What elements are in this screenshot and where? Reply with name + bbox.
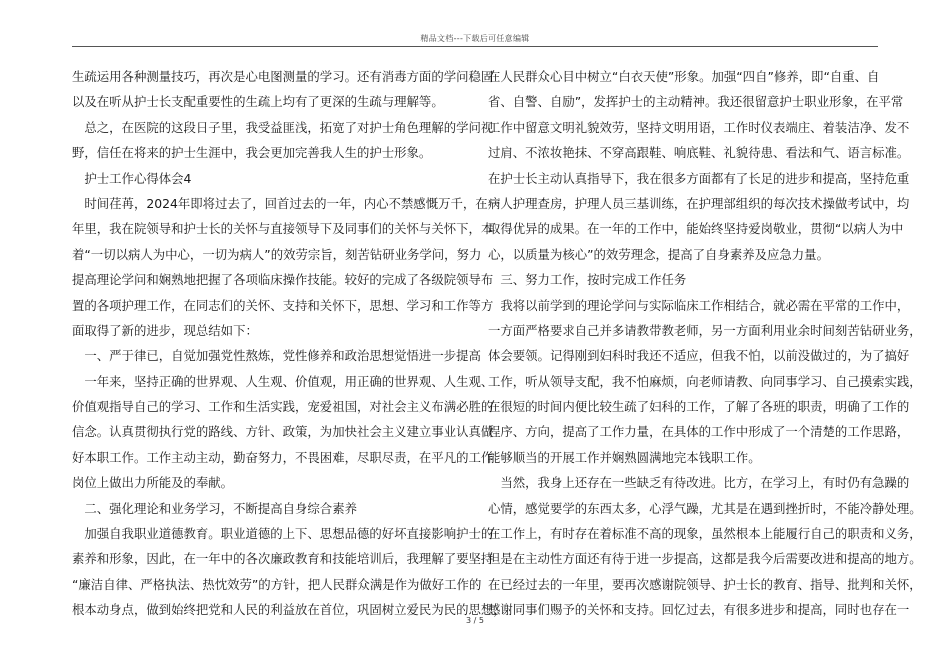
text-line: 置的各项护理工作，在同志们的关怀、支持和关怀下，思想、学习和工作等方 <box>72 297 494 313</box>
header-divider <box>72 46 878 47</box>
text-line: 心情，感觉要学的东西太多，心浮气躁，尤其是在遇到挫折时，不能冷静处理。 <box>488 500 922 516</box>
text-line: 岗位上做出力所能及的奉献。 <box>72 475 234 491</box>
text-line: 体会要领。记得刚到妇科时我还不适应，但我不怕，以前没做过的，为了搞好 <box>488 348 910 364</box>
text-line: 以及在听从护士长支配重要性的生疏上均有了更深的生疏与理解等。 <box>72 94 444 110</box>
text-line: 素养和形象，因此，在一年中的各次廉政教育和技能培训后，我理解了要坚持 <box>72 551 494 567</box>
text-line: 二、强化理论和业务学习，不断提高自身综合素养 <box>72 500 357 516</box>
text-line: 在护士长主动认真指导下，我在很多方面都有了长足的进步和提高，坚持危重 <box>488 170 910 186</box>
text-line: 当然，我身上还存在一些缺乏有待改进。比方，在学习上，有时仍有急躁的 <box>488 475 910 491</box>
text-line: 价值观指导自己的学习、工作和生活实践，宠爱祖国，对社会主义布满必胜的 <box>72 399 494 415</box>
text-line: 好本职工作。工作主动主动，勤奋努力，不畏困难，尽职尽责，在平凡的工作 <box>72 449 494 465</box>
text-line: 年里，我在院领导和护士长的关怀与直接领导下及同事们的关怀与关怀下，本 <box>72 221 494 237</box>
text-line: 着“一切以病人为中心，一切为病人”的效劳宗旨，刻苦钻研业务学问，努力 <box>72 246 482 262</box>
text-line: 心，以质量为核心”的效劳理念，提高了自身素养及应急力量。 <box>488 246 829 262</box>
text-line: 一、严于律已，自觉加强党性熬炼，党性修养和政治思想觉悟进一步提高 <box>72 348 481 364</box>
text-line: 但是在主动性方面还有待于进一步提高，这都是我今后需要改进和提高的地方。 <box>488 551 922 567</box>
text-line: 根本动身点，做到始终把党和人民的利益放在首位，巩固树立爱民为民的思想， <box>72 602 506 618</box>
text-line: 取得优异的成果。在一年的工作中，能始终坚持爱岗敬业，贯彻“以病人为中 <box>488 221 904 237</box>
text-line: 时间荏苒，2024年即将过去了，回首过去的一年，内心不禁感慨万千，在一 <box>72 195 501 211</box>
text-line: 野，信任在将来的护士生涯中，我会更加完善我人生的护士形象。 <box>72 145 432 161</box>
right-column <box>488 64 922 623</box>
text-line: 感谢同事们赐予的关怀和支持。回忆过去，有很多进步和提高，同时也存在一 <box>488 602 910 618</box>
text-line: 加强自我职业道德教育。职业道德的上下、思想品德的好坏直接影响护士的 <box>72 526 494 542</box>
text-line: 能够顺当的开展工作并娴熟圆满地完本钱职工作。 <box>488 449 761 465</box>
text-line: 总之，在医院的这段日子里，我受益匪浅，拓宽了对护士角色理解的学问视 <box>72 119 494 135</box>
text-line: 三、努力工作，按时完成工作任务 <box>488 272 687 288</box>
text-line: 我将以前学到的理论学问与实际临床工作相结合，就必需在平常的工作中， <box>488 297 910 313</box>
text-line: 过肩、不浓妆艳抹、不穿高跟鞋、响底鞋、礼貌待患、看法和气、语言标准。 <box>488 145 910 161</box>
text-line: 在很短的时间内便比较生疏了妇科的工作，了解了各班的职责，明确了工作的 <box>488 399 910 415</box>
text-line: 程序、方向，提高了工作力量，在具体的工作中形成了一个清楚的工作思路， <box>488 424 910 440</box>
text-line: 护士工作心得体会4 <box>72 170 192 186</box>
text-line: 生疏运用各种测量技巧，再次是心电图测量的学习。还有消毒方面的学问稳固 <box>72 69 494 84</box>
text-line: 面取得了新的进步，现总结如下： <box>72 322 258 338</box>
text-line: 病人护理查房，护理人员三基训练，在护理部组织的每次技术操做考试中，均 <box>488 195 910 211</box>
page-number: 3 / 5 <box>466 616 484 625</box>
text-line: 工作中留意文明礼貌效劳，坚持文明用语，工作时仪表端庄、着装洁净、发不 <box>488 119 910 135</box>
text-line: “廉洁自律、严格执法、热忱效劳”的方针，把人民群众满是作为做好工作的 <box>72 576 482 592</box>
text-line: 在工作上，有时存在着标准不高的现象，虽然根本上能履行自己的职责和义务， <box>488 526 922 542</box>
page-header: 精品文档---下载后可任意编辑 <box>420 34 530 43</box>
text-line: 提高理论学问和娴熟地把握了各项临床操作技能。较好的完成了各级院领导布 <box>72 272 494 288</box>
text-line: 一年来，坚持正确的世界观、人生观、价值观，用正确的世界观、人生观、 <box>72 373 494 389</box>
text-line: 一方面严格要求自己并多请教带教老师，另一方面利用业余时间刻苦钻研业务， <box>488 322 922 338</box>
text-line: 在人民群众心目中树立“白衣天使”形象。加强“四自”修养，即“自重、自 <box>488 69 880 84</box>
text-line: 工作，听从领导支配，我不怕麻烦，向老师请教、向同事学习、自己摸索实践， <box>488 373 922 389</box>
text-line: 在已经过去的一年里，要再次感谢院领导、护士长的教育、指导、批判和关怀， <box>488 576 922 592</box>
text-line: 省、自警、自励”，发挥护士的主动精神。我还很留意护士职业形象，在平常 <box>488 94 904 110</box>
text-line: 信念。认真贯彻执行党的路线、方针、政策，为加快社会主义建立事业认真做 <box>72 424 494 440</box>
